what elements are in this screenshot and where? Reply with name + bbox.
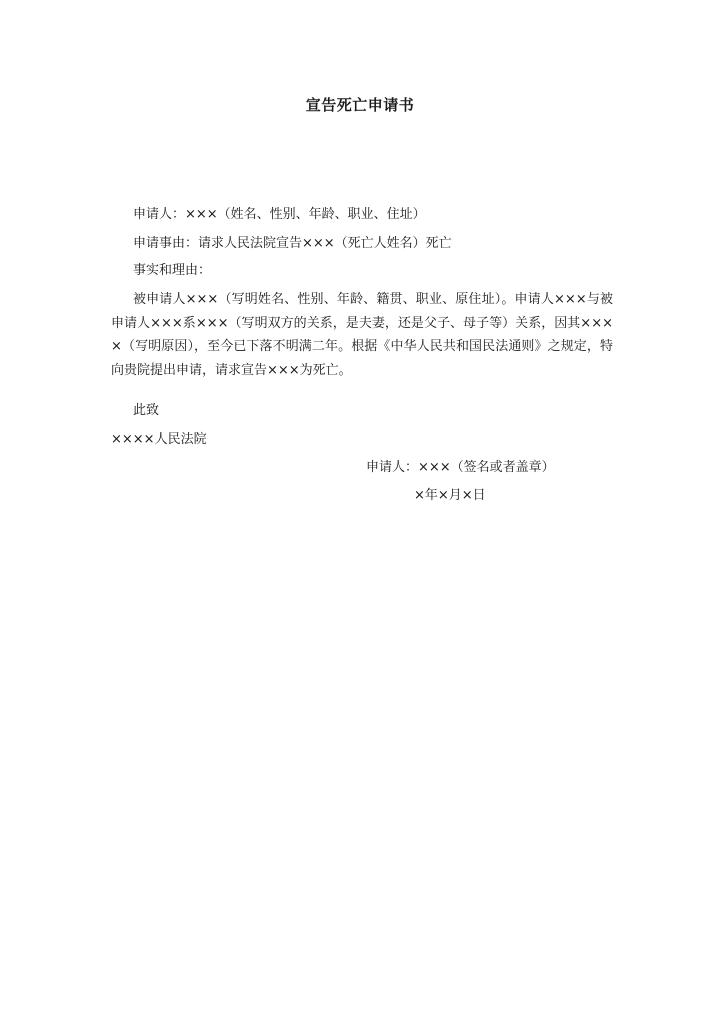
closing-salutation: 此致 [133,403,160,418]
facts-heading: 事实和理由： [133,263,212,278]
document-title: 宣告死亡申请书 [305,96,415,114]
date-line: ×年×月×日 [414,488,486,503]
signature-line: 申请人：×××（签名或者盖章） [366,460,555,475]
court-name: ××××人民法院 [111,432,207,447]
facts-body: 被申请人×××（写明姓名、性别、年龄、籍贯、职业、原住址）。申请人×××与被申请人×××系×××（写明双方的关系，是夫妻，还是父子、母子等）关系，因其××××（写明原因），至今已下落不明满二年。根据《中华人民共和国民法通则》之规定，特向贵院提出申请，请求宣告×××为死亡。 [111,292,613,378]
matter-line: 申请事由：请求人民法院宣告×××（死亡人姓名）死亡 [133,236,452,251]
applicant-line: 申请人：×××（姓名、性别、年龄、职业、住址） [133,207,426,222]
